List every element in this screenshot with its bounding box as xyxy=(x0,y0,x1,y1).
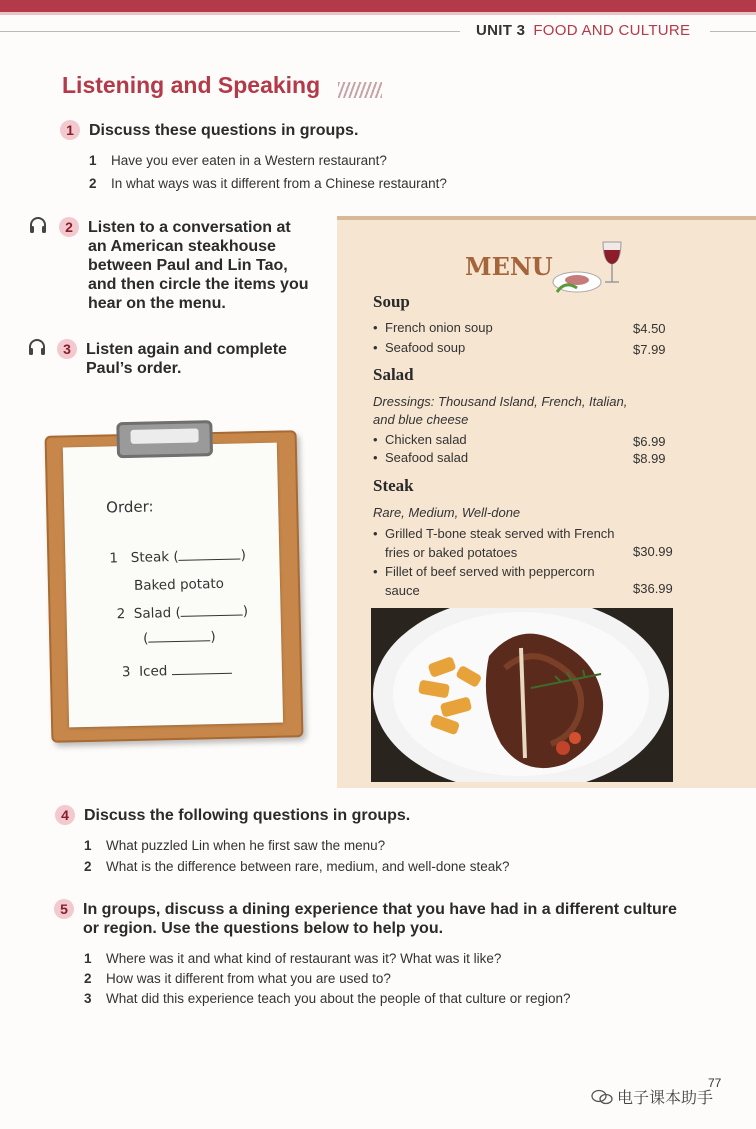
question-2 xyxy=(65,218,309,313)
question-2-line: between Paul and Lin Tao, xyxy=(88,257,288,274)
menu-item: • Seafood soup xyxy=(373,340,466,355)
watermark-text: 电子课本助手 xyxy=(617,1090,714,1107)
question-4 xyxy=(61,806,411,825)
menu-soup-heading: Soup xyxy=(373,292,410,311)
order-line-salad: 2 Salad ( ) xyxy=(116,603,249,623)
top-color-band xyxy=(0,0,756,12)
menu-price: $4.50 xyxy=(633,321,666,336)
question-2-line: an American steakhouse xyxy=(88,238,276,255)
page-number: 77 xyxy=(708,1076,722,1090)
order-title: Order: xyxy=(105,497,154,517)
order-paper xyxy=(63,443,283,728)
order-line-iced: 3 Iced xyxy=(122,662,232,680)
q5-item-1: 1 Where was it and what kind of restaurant was it? What was it like? xyxy=(84,951,502,966)
menu-steak-heading: Steak xyxy=(373,476,414,495)
menu-salad-dressings: Dressings: Thousand Island, French, Italian, and blue cheese xyxy=(373,394,628,427)
steak-photo xyxy=(371,608,673,782)
question-2-number: 2 xyxy=(59,217,79,237)
menu-steak-doneness: Rare, Medium, Well-done xyxy=(373,505,521,520)
section-title: Listening and Speaking xyxy=(62,72,321,98)
wechat-icon xyxy=(591,1089,613,1105)
q1-item-1: 1 Have you ever eaten in a Western restaurant? xyxy=(89,153,387,168)
menu-item: • French onion soup xyxy=(373,320,493,335)
header-rule-right xyxy=(710,31,756,32)
headphones-icon xyxy=(29,216,47,234)
headphones-icon xyxy=(28,338,46,356)
unit-label: UNIT 3 xyxy=(476,22,526,39)
question-4-text: Discuss the following questions in groups. xyxy=(84,807,411,824)
order-line-steak: 1 Steak ( ) xyxy=(109,547,247,567)
menu-price: $7.99 xyxy=(633,342,666,357)
question-1-text: Discuss these questions in groups. xyxy=(89,122,359,139)
menu-price: $36.99 xyxy=(633,581,673,596)
q5-item-2: 2 How was it different from what you are used to? xyxy=(84,971,391,986)
question-1-number: 1 xyxy=(60,120,80,140)
order-line-potato: Baked potato xyxy=(133,575,225,594)
question-5-line-2: or region. Use the questions below to help you. xyxy=(83,920,444,937)
question-3-line: Listen again and complete xyxy=(86,341,287,358)
question-2-line: Listen to a conversation at xyxy=(88,219,291,236)
question-3 xyxy=(63,340,287,378)
question-4-number: 4 xyxy=(55,805,75,825)
menu-item: • Chicken salad xyxy=(373,432,467,447)
menu-title: MENU xyxy=(465,252,553,281)
question-5-number: 5 xyxy=(54,899,74,919)
menu-item: • Seafood salad xyxy=(373,450,469,465)
question-3-number: 3 xyxy=(57,339,77,359)
question-2-line: hear on the menu. xyxy=(88,295,226,312)
q4-item-2: 2 What is the difference between rare, medium, and well-done steak? xyxy=(84,859,510,874)
order-line-dressing: ( ) xyxy=(142,629,216,647)
title-hatch-decoration xyxy=(338,82,382,98)
question-5 xyxy=(60,900,677,938)
menu-salad-heading: Salad xyxy=(373,365,414,384)
q5-item-3: 3 What did this experience teach you about the people of that culture or region? xyxy=(84,991,571,1006)
menu-price: $8.99 xyxy=(633,451,666,466)
question-2-line: and then circle the items you xyxy=(88,276,309,293)
question-5-line-1: In groups, discuss a dining experience that you have had in a different culture xyxy=(83,901,677,918)
unit-topic: FOOD AND CULTURE xyxy=(533,22,691,39)
menu-panel xyxy=(337,216,756,788)
order-clipboard xyxy=(45,430,304,743)
top-color-band-light xyxy=(0,12,756,15)
clipboard-clip-plate xyxy=(130,428,198,444)
wine-and-steak-icon xyxy=(547,234,629,304)
q4-item-1: 1 What puzzled Lin when he first saw the menu? xyxy=(84,838,386,853)
q1-item-2: 2 In what ways was it different from a Chinese restaurant? xyxy=(89,176,447,191)
watermark-logo xyxy=(591,1085,713,1108)
menu-price: $6.99 xyxy=(633,434,666,449)
header-rule-left xyxy=(0,31,460,32)
menu-price: $30.99 xyxy=(633,544,673,559)
question-1 xyxy=(66,121,359,140)
question-3-line: Paul’s order. xyxy=(86,360,182,377)
menu-item: • Grilled T-bone steak served with French fries or baked potatoes xyxy=(373,526,615,560)
unit-header xyxy=(476,22,690,39)
menu-item: • Fillet of beef served with peppercorn sauce xyxy=(373,564,595,598)
